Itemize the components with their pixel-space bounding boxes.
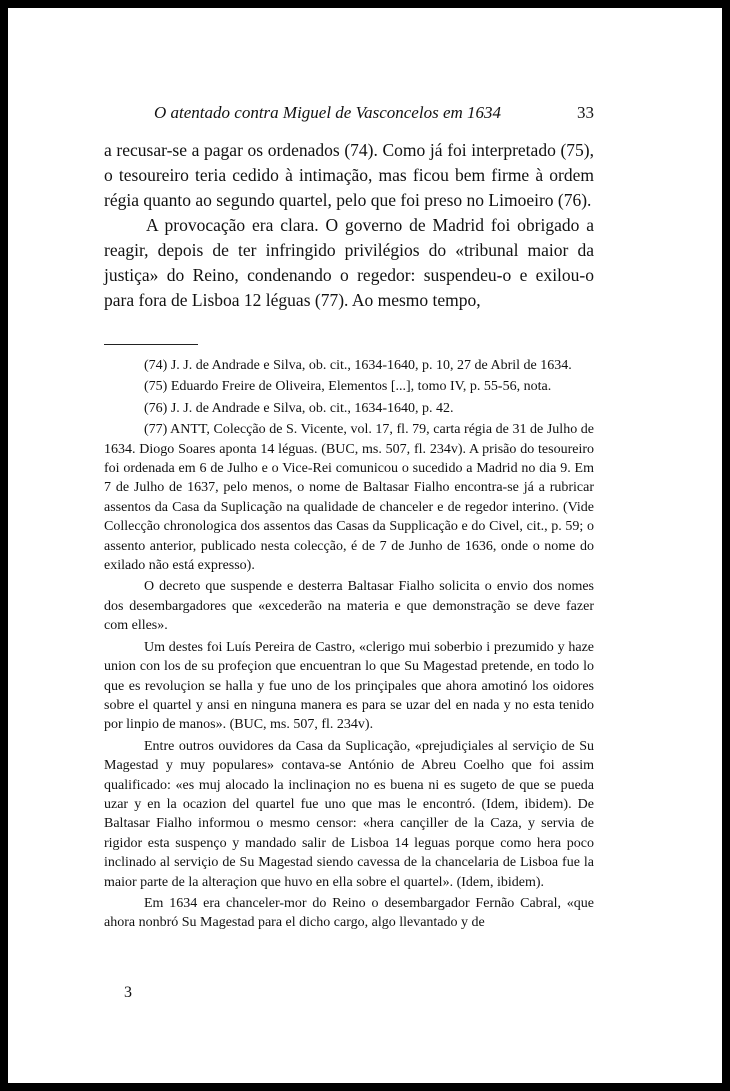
running-header — [154, 103, 594, 123]
body-paragraph-1: a recusar-se a pagar os ordenados (74). Como já foi interpretado (75), o tesoureiro teria cedido à intimação, mas ficou bem firme à ordem régia quanto ao segundo quartel, pelo que foi preso no Limoeiro (76). — [104, 140, 594, 210]
body-paragraph-2: A provocação era clara. O governo de Madrid foi obrigado a reagir, depois de ter infringido privilégios do «tribunal maior da justiça» do Reino, condenando o regedor: suspendeu-o e exilou-o para fora de Lisboa 12 léguas (77). Ao mesmo tempo, — [104, 215, 594, 310]
footnote-77-paragraph-2: O decreto que suspende e desterra Baltasar Fialho solicita o envio dos nomes dos desembargadores que «excederão na materia e que demonstração se deve fazer com elles». — [104, 579, 594, 634]
footnote-76: (76) J. J. de Andrade e Silva, ob. cit., 1634-1640, p. 42. — [144, 400, 454, 416]
footnote-77-paragraph-3: Um destes foi Luís Pereira de Castro, «clerigo mui soberbio i prezumido y haze union con los de su profeçion que encuentran lo que Su Magestad pretende, en todo lo que es revoluçion se halla y fue uno de los prinçipales que ahora amotinó los oidores sobre el quartel y ansi en ninguna manera es para se uzar del en nada y no esta tenido por linpio de manos». (BUC, ms. 507, fl. 234v). — [104, 639, 594, 733]
main-text — [104, 138, 594, 313]
footnotes — [104, 356, 594, 935]
page-number: 33 — [577, 103, 594, 122]
footnote-75: (75) Eduardo Freire de Oliveira, Elementos [...], tomo IV, p. 55-56, nota. — [144, 379, 552, 395]
footnote-74: (74) J. J. de Andrade e Silva, ob. cit., 1634-1640, p. 10, 27 de Abril de 1634. — [144, 358, 572, 373]
footnote-77: (77) ANTT, Colecção de S. Vicente, vol. 17, fl. 79, carta régia de 31 de Julho de 1634. Diogo Soares aponta 14 léguas. (BUC, ms. 507, fl. 234v). A prisão do tesoureiro foi ordenada em 6 de Julho e o Vice-Rei comunicou o sucedido a Madrid no dia 9. Em 7 de Julho de 1637, pelo menos, o nome de Baltasar Fialho encontra-se já a rubricar assentos da Casa da Suplicação na qualidade de chanceler e de regedor interino. (Vide Collecção chronologica dos assentos das Casas da Supplicação e do Civel, cit., p. 59; o assento anterior, publicado nesta colecção, é de 7 de Junho de 1636, onde o nome do exilado não está expresso). — [104, 422, 594, 574]
footnote-divider — [104, 344, 198, 345]
running-title: O atentado contra Miguel de Vasconcelos em 1634 — [154, 103, 502, 122]
signature-mark: 3 — [124, 984, 132, 1001]
page — [8, 8, 722, 1083]
footnote-77-paragraph-5: Em 1634 era chanceler-mor do Reino o desembargador Fernão Cabral, «que ahora nonbró Su Magestad para el dicho cargo, algo llevantado y de — [104, 895, 594, 931]
footnote-77-paragraph-4: Entre outros ouvidores da Casa da Suplicação, «prejudiçiales al serviçio de Su Magestad y muy populares» contava-se António de Abreu Coelho que foi assim qualificado: «es muj alocado la inclinaçion no es buena ni es sugeto de que se pueda uzar y en la ocazion del quartel fue uno que mas le encontró. (Idem, ibidem). De Baltasar Fialho informou o mesmo censor: «hera cançiller de la Caza, y servia de rigidor esta suspenço y mandado salir de Lisboa 14 leguas porque como hera poco inclinado al serviçio de Su Magestad siendo cavessa de la chancelaria de Lisboa fue la maior parte de la alteraçion que huvo en ella sobre el quartel». (Idem, ibidem). — [104, 738, 594, 890]
